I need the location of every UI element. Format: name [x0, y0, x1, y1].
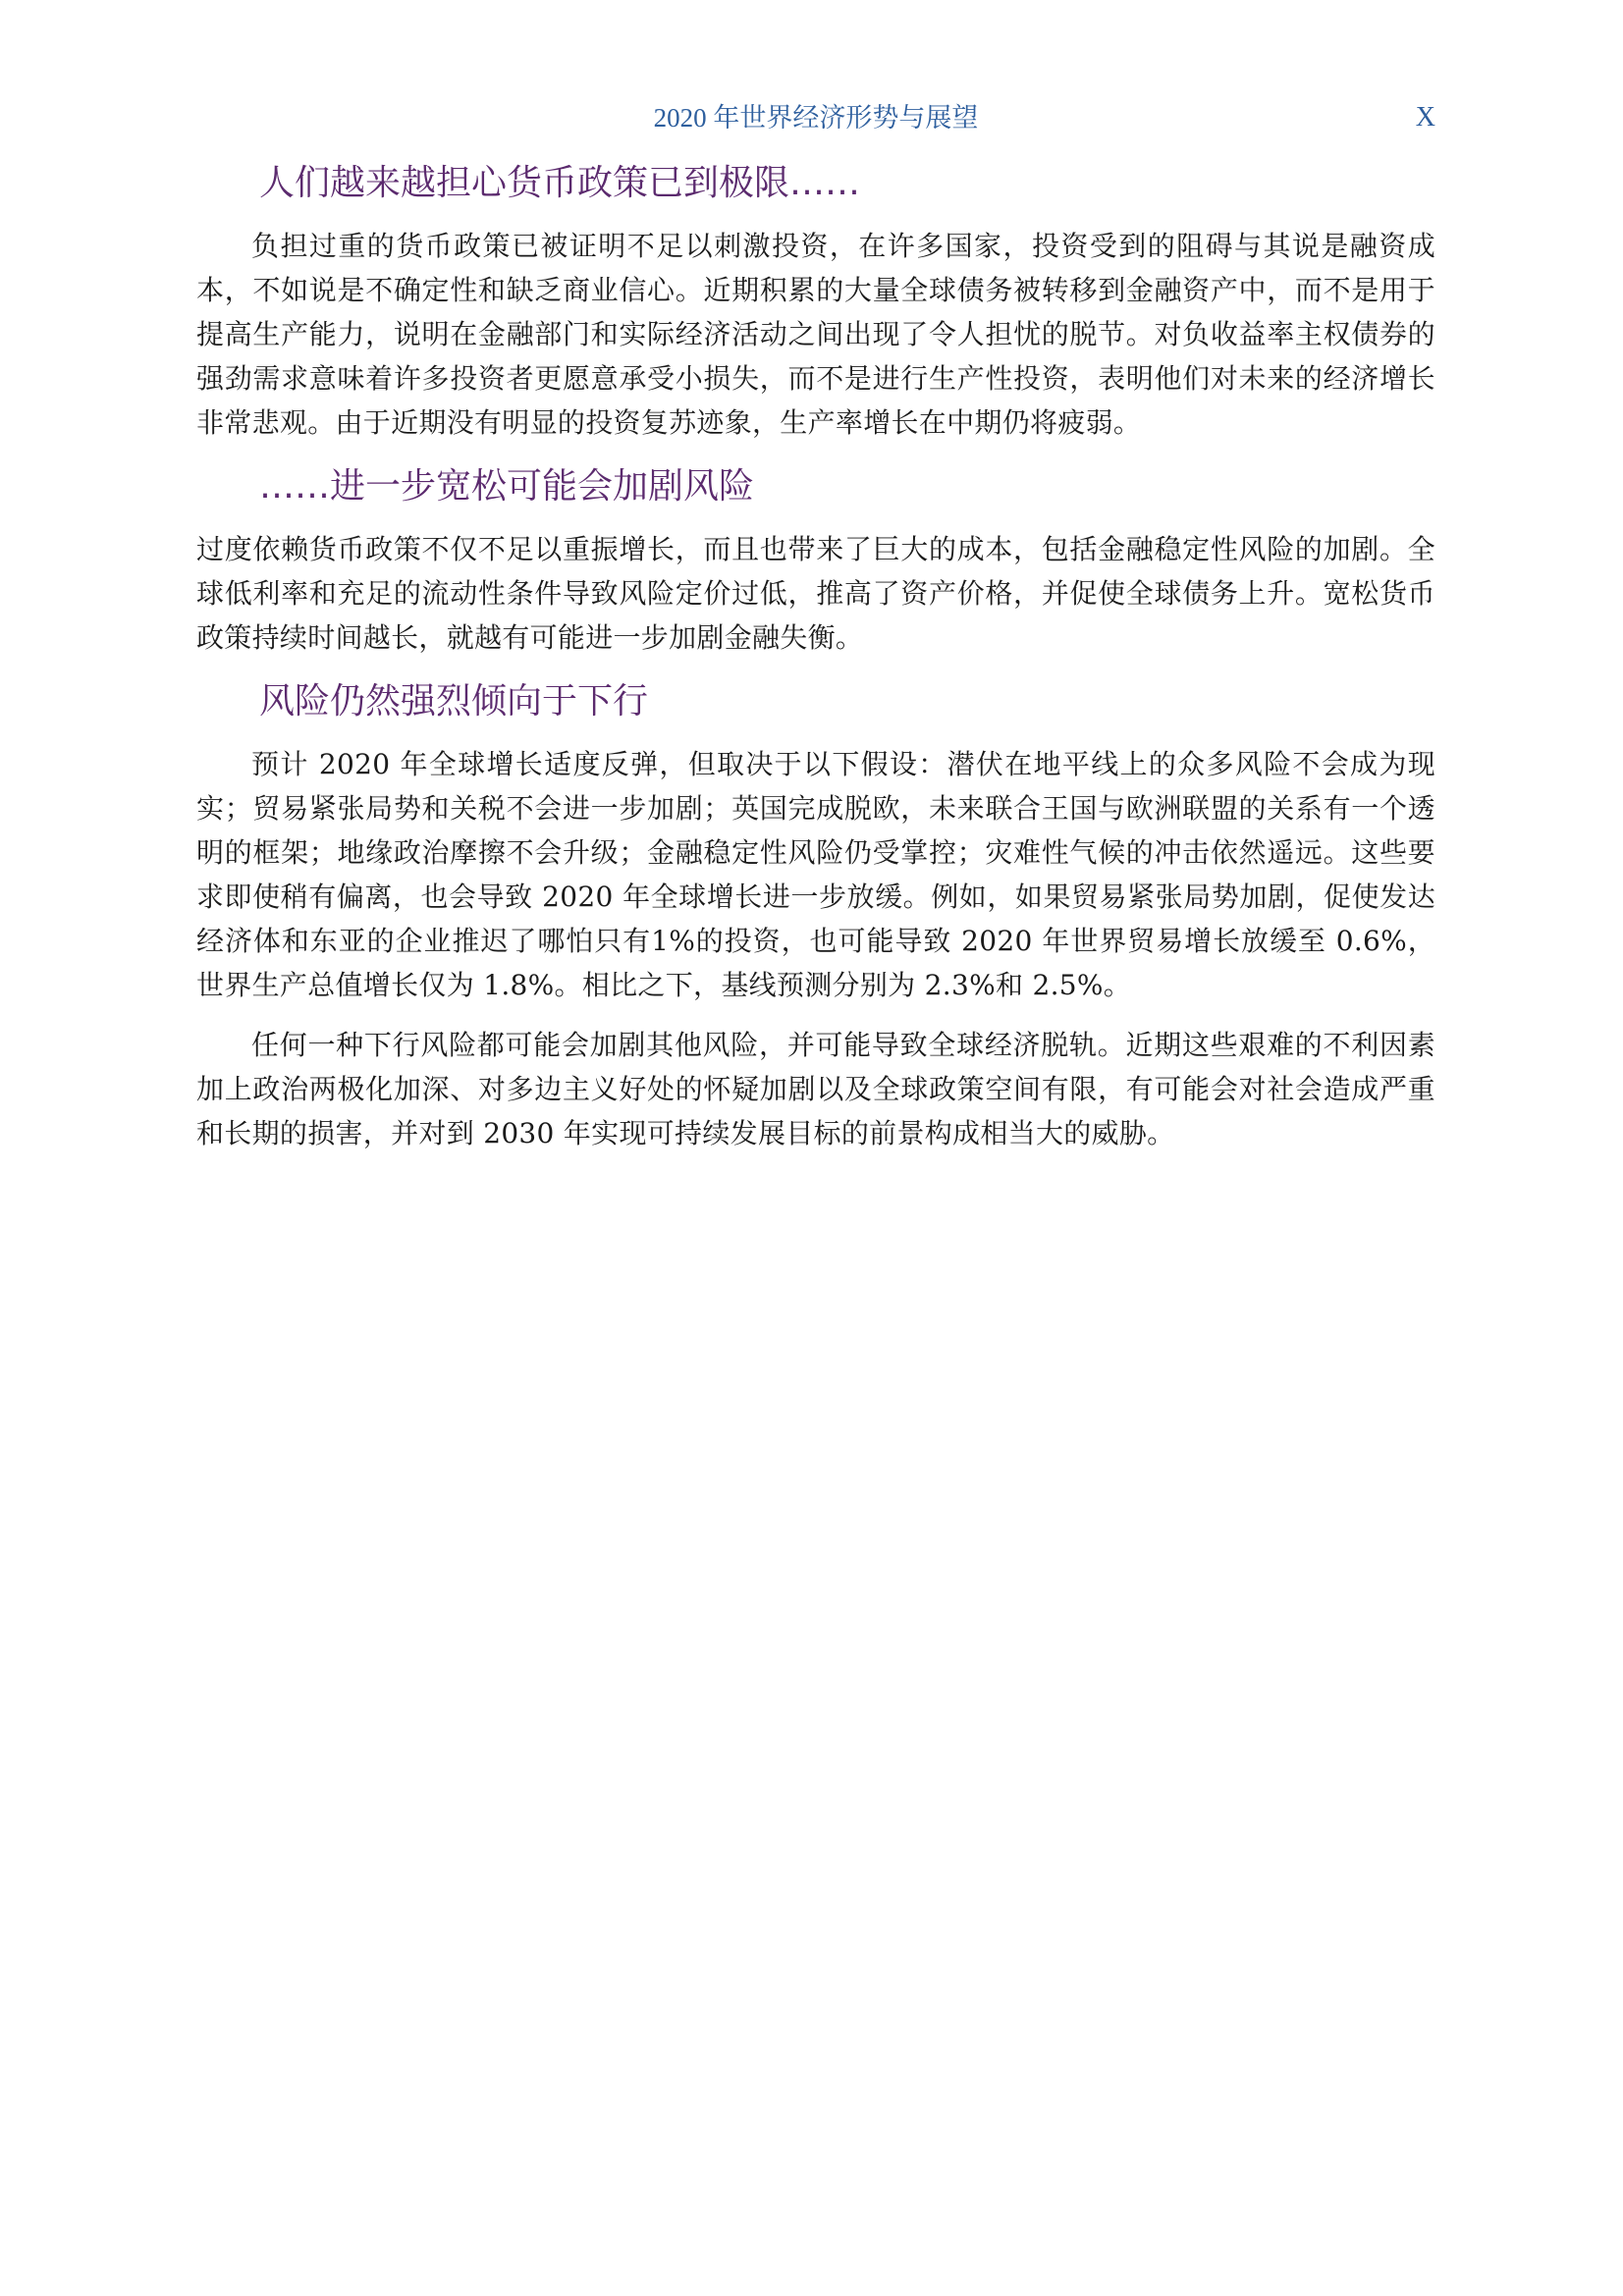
section-monetary-policy-limits	[196, 157, 1435, 445]
body-paragraph: 过度依赖货币政策不仅不足以重振增长，而且也带来了巨大的成本，包括金融稳定性风险的加剧。全球低利率和充足的流动性条件导致风险定价过低，推高了资产价格，并促使全球债务上升。宽松货币政策持续时间越长，就越有可能进一步加剧金融失衡。	[196, 533, 1435, 654]
body-paragraph: 预计 2020 年全球增长适度反弹，但取决于以下假设：潜伏在地平线上的众多风险不会成为现实；贸易紧张局势和关税不会进一步加剧；英国完成脱欧，未来联合王国与欧洲联盟的关系有一个透明的框架；地缘政治摩擦不会升级；金融稳定性风险仍受掌控；灾难性气候的冲击依然遥远。这些要求即使稍有偏离，也会导致 2020 年全球增长进一步放缓。例如，如果贸易紧张局势加剧，促使发达经济体和东亚的企业推迟了哪怕只有1%的投资，也可能导致 2020 年世界贸易增长放缓至 0.6%，世界生产总值增长仅为 1.8%。相比之下，基线预测分别为 2.3%和 2.5%。	[196, 748, 1435, 1001]
section-heading: 风险仍然强烈倾向于下行	[259, 681, 649, 721]
page-header	[196, 96, 1435, 139]
body-paragraph: 负担过重的货币政策已被证明不足以刺激投资，在许多国家，投资受到的阻碍与其说是融资成本，不如说是不确定性和缺乏商业信心。近期积累的大量全球债务被转移到金融资产中，而不是用于提高生产能力，说明在金融部门和实际经济活动之间出现了令人担忧的脱节。对负收益率主权债券的强劲需求意味着许多投资者更愿意承受小损失，而不是进行生产性投资，表明他们对未来的经济增长非常悲观。由于近期没有明显的投资复苏迹象，生产率增长在中期仍将疲弱。	[196, 230, 1435, 439]
section-heading: 人们越来越担心货币政策已到极限……	[259, 163, 861, 203]
section-downside-risks	[196, 675, 1435, 1155]
page-number: X	[1415, 102, 1435, 133]
section-heading: ……进一步宽松可能会加剧风险	[259, 466, 755, 507]
section-further-easing-risks	[196, 460, 1435, 660]
running-title: 2020 年世界经济形势与展望	[653, 103, 979, 133]
page-body	[196, 157, 1435, 1171]
body-paragraph: 任何一种下行风险都可能会加剧其他风险，并可能导致全球经济脱轨。近期这些艰难的不利因素加上政治两极化加深、对多边主义好处的怀疑加剧以及全球政策空间有限，有可能会对社会造成严重和长期的损害，并对到 2030 年实现可持续发展目标的前景构成相当大的威胁。	[196, 1029, 1435, 1149]
